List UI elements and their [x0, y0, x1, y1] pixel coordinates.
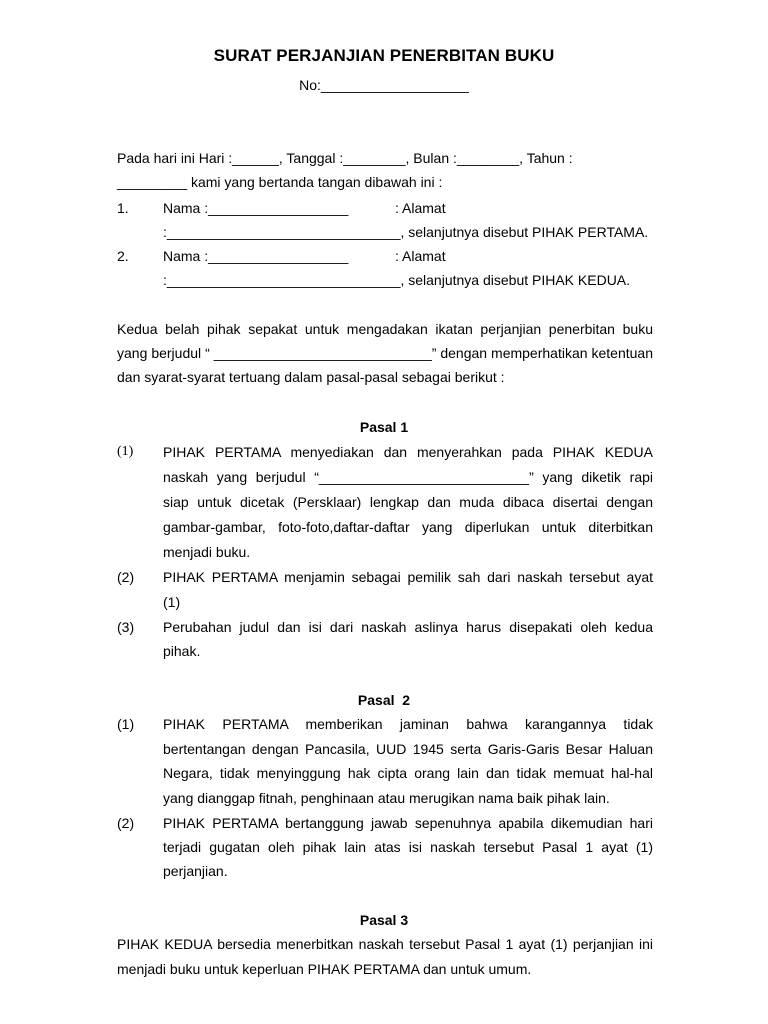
party-name: Nama :__________________ [163, 248, 349, 264]
clause-line: Negara, tidak menyinggung hak cipta orang lain dan tidak memuat hal-hal [163, 765, 653, 781]
clause-line: bertentangan dengan Pancasila, UUD 1945 serta Garis-Garis Besar Haluan [163, 741, 653, 757]
clause-line: menjadi buku untuk keperluan PIHAK PERTAMA dan untuk umum. [117, 961, 532, 977]
clause-line: gambar-gambar, foto-foto,daftar-daftar yang diperlukan untuk diterbitkan [163, 519, 653, 535]
party-address-line: :______________________________, selanjutnya disebut PIHAK PERTAMA. [163, 224, 649, 240]
clause-number: (2) [117, 815, 135, 831]
agreement-line: yang berjudul “ ____________________________” dengan memperhatikan ketentuan [117, 345, 653, 361]
clause-number: (3) [117, 619, 135, 635]
clause-number: (2) [117, 569, 135, 585]
party-address-label: : Alamat [395, 200, 446, 216]
clause-line: Perubahan judul dan isi dari naskah aslinya harus disepakati oleh kedua [163, 619, 653, 635]
clause-line: PIHAK PERTAMA menjamin sebagai pemilik sah dari naskah tersebut ayat [163, 569, 653, 585]
party-address-label: : Alamat [395, 248, 446, 264]
pasal-3-heading: Pasal 3 [359, 912, 409, 928]
document-title: SURAT PERJANJIAN PENERBITAN BUKU [213, 46, 555, 65]
clause-line: yang dianggap fitnah, penghinaan atau merugikan nama baik pihak lain. [163, 790, 610, 806]
clause-number: (1) [117, 716, 135, 732]
clause-number: (1) [117, 444, 134, 459]
party-number: 1. [117, 200, 129, 216]
intro-line: Pada hari ini Hari :______, Tanggal :________, Bulan :________, Tahun : [117, 150, 573, 166]
clause-line: PIHAK PERTAMA memberikan jaminan bahwa karangannya tidak [163, 716, 653, 732]
clause-line: (1) [163, 594, 181, 610]
party-address-line: :______________________________, selanjutnya disebut PIHAK KEDUA. [163, 272, 631, 288]
agreement-line: Kedua belah pihak sepakat untuk mengadakan ikatan perjanjian penerbitan buku [117, 321, 653, 337]
pasal-1-heading: Pasal 1 [359, 419, 409, 435]
clause-line: terjadi gugatan oleh pihak lain atas isi naskah tersebut Pasal 1 ayat (1) [163, 839, 653, 855]
pasal-2-heading: Pasal 2 [357, 692, 411, 708]
intro-line: _________ kami yang bertanda tangan dibawah ini : [117, 174, 443, 190]
clause-line: siap untuk dicetak (Persklaar) lengkap dan muda dibaca disertai dengan [163, 494, 653, 510]
clause-line: pihak. [163, 643, 201, 659]
clause-line: naskah yang berjudul “___________________________” yang diketik rapi [163, 469, 653, 485]
party-number: 2. [117, 248, 129, 264]
agreement-line: dan syarat-syarat tertuang dalam pasal-pasal sebagai berikut : [117, 369, 505, 385]
clause-line: PIHAK PERTAMA bertanggung jawab sepenuhnya apabila dikemudian hari [163, 815, 653, 831]
clause-line: perjanjian. [163, 863, 228, 879]
document-number: No:___________________ [299, 77, 469, 93]
clause-line: menjadi buku. [163, 544, 251, 560]
clause-line: PIHAK PERTAMA menyediakan dan menyerahkan pada PIHAK KEDUA [163, 444, 653, 460]
party-name: Nama :__________________ [163, 200, 349, 216]
clause-line: PIHAK KEDUA bersedia menerbitkan naskah tersebut Pasal 1 ayat (1) perjanjian ini [117, 936, 653, 952]
